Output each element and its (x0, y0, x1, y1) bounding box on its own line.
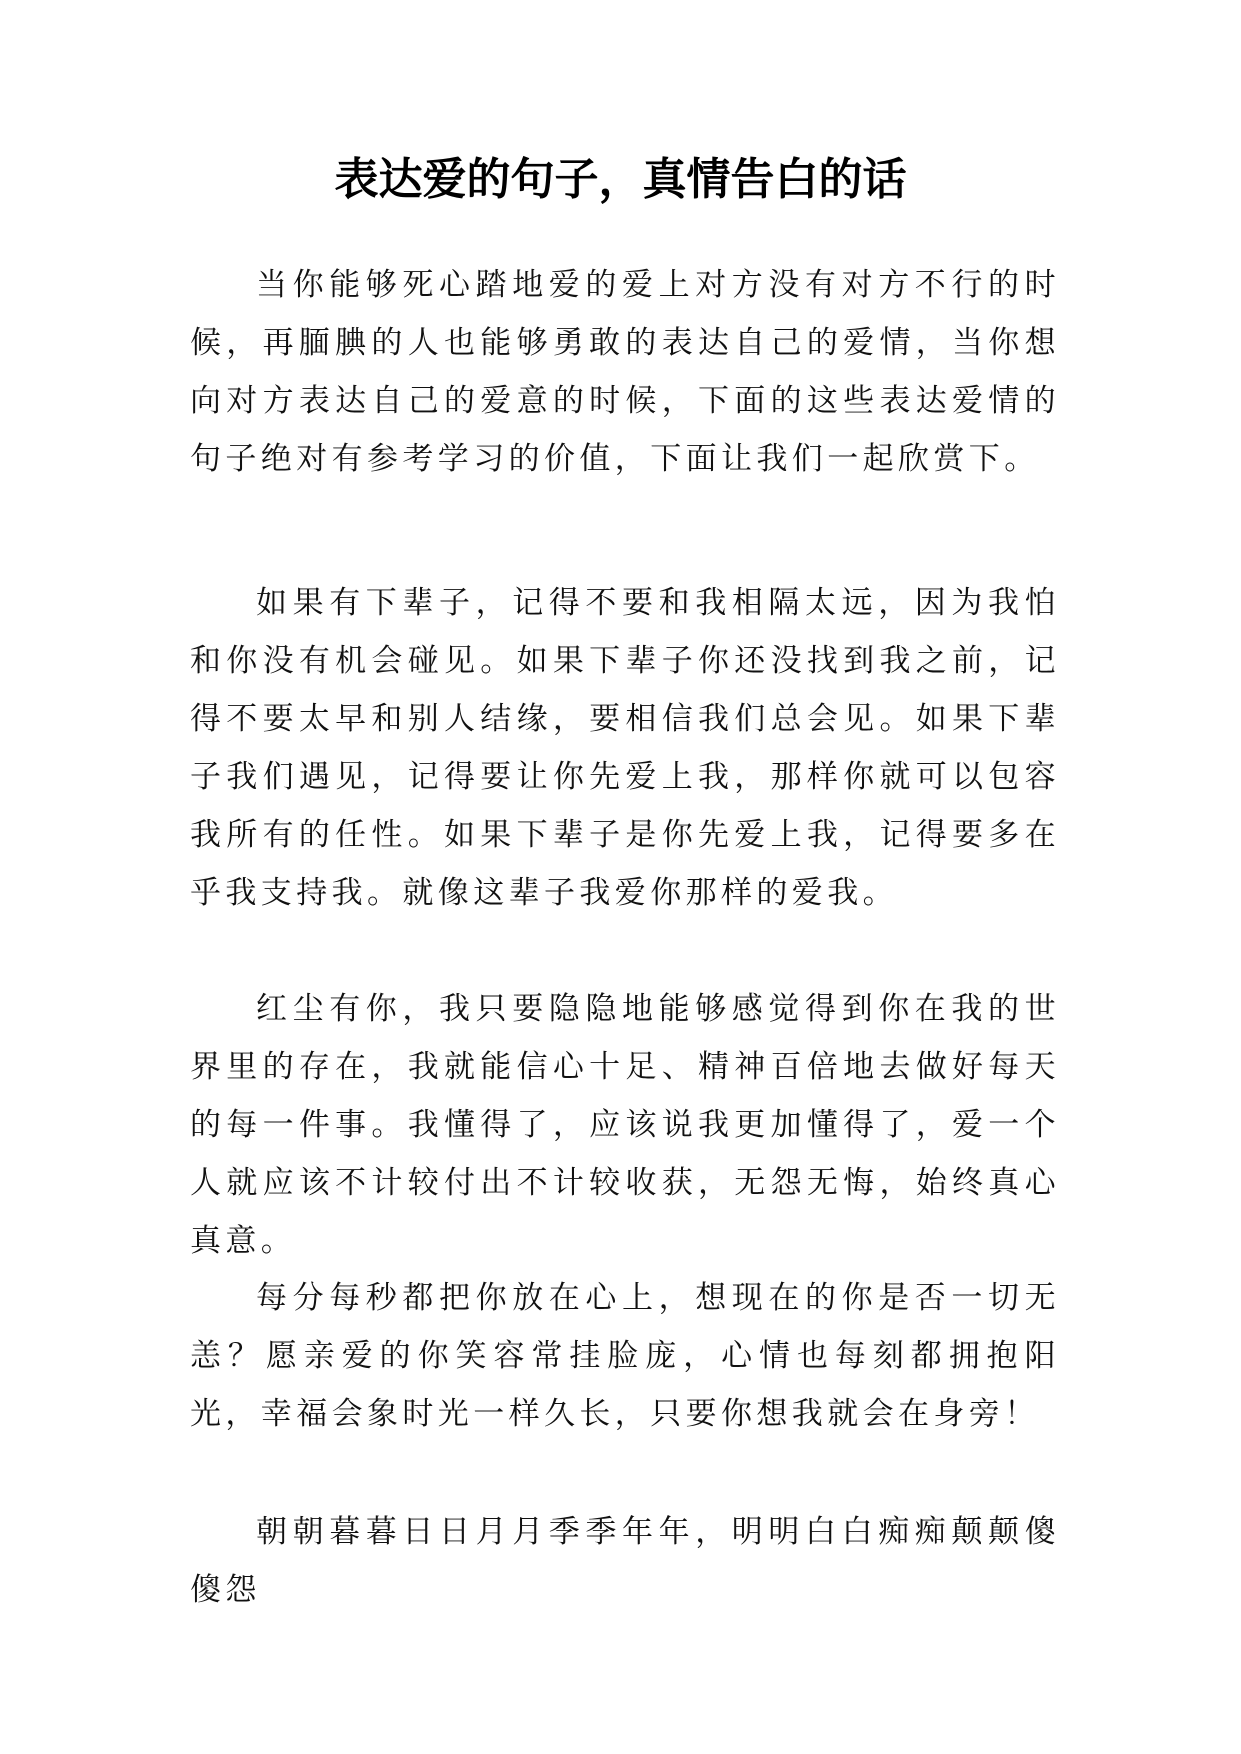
document-title: 表达爱的句子，真情告白的话 (334, 154, 907, 205)
paragraph-5: 朝朝暮暮日日月月季季年年，明明白白痴痴颠颠傻傻怨 (190, 1514, 1060, 1608)
paragraph-1: 当你能够死心踏地爱的爱上对方没有对方不行的时候，再腼腆的人也能够勇敢的表达自己的爱情，当你想向对方表达自己的爱意的时候，下面的这些表达爱情的句子绝对有参考学习的价值，下面让我们一起欣赏下。 (190, 267, 1060, 477)
paragraph-2: 如果有下辈子，记得不要和我相隔太远，因为我怕和你没有机会碰见。如果下辈子你还没找到我之前，记得不要太早和别人结缘，要相信我们总会见。如果下辈子我们遇见，记得要让你先爱上我，那样你就可以包容我所有的任性。如果下辈子是你先爱上我，记得要多在乎我支持我。就像这辈子我爱你那样的爱我。 (190, 585, 1060, 911)
paragraph-3: 红尘有你，我只要隐隐地能够感觉得到你在我的世界里的存在，我就能信心十足、精神百倍地去做好每天的每一件事。我懂得了，应该说我更加懂得了，爱一个人就应该不计较付出不计较收获，无怨无悔，始终真心真意。 (190, 991, 1060, 1259)
paragraph-4: 每分每秒都把你放在心上，想现在的你是否一切无恙？愿亲爱的你笑容常挂脸庞，心情也每刻都拥抱阳光，幸福会象时光一样久长，只要你想我就会在身旁！ (190, 1280, 1060, 1432)
